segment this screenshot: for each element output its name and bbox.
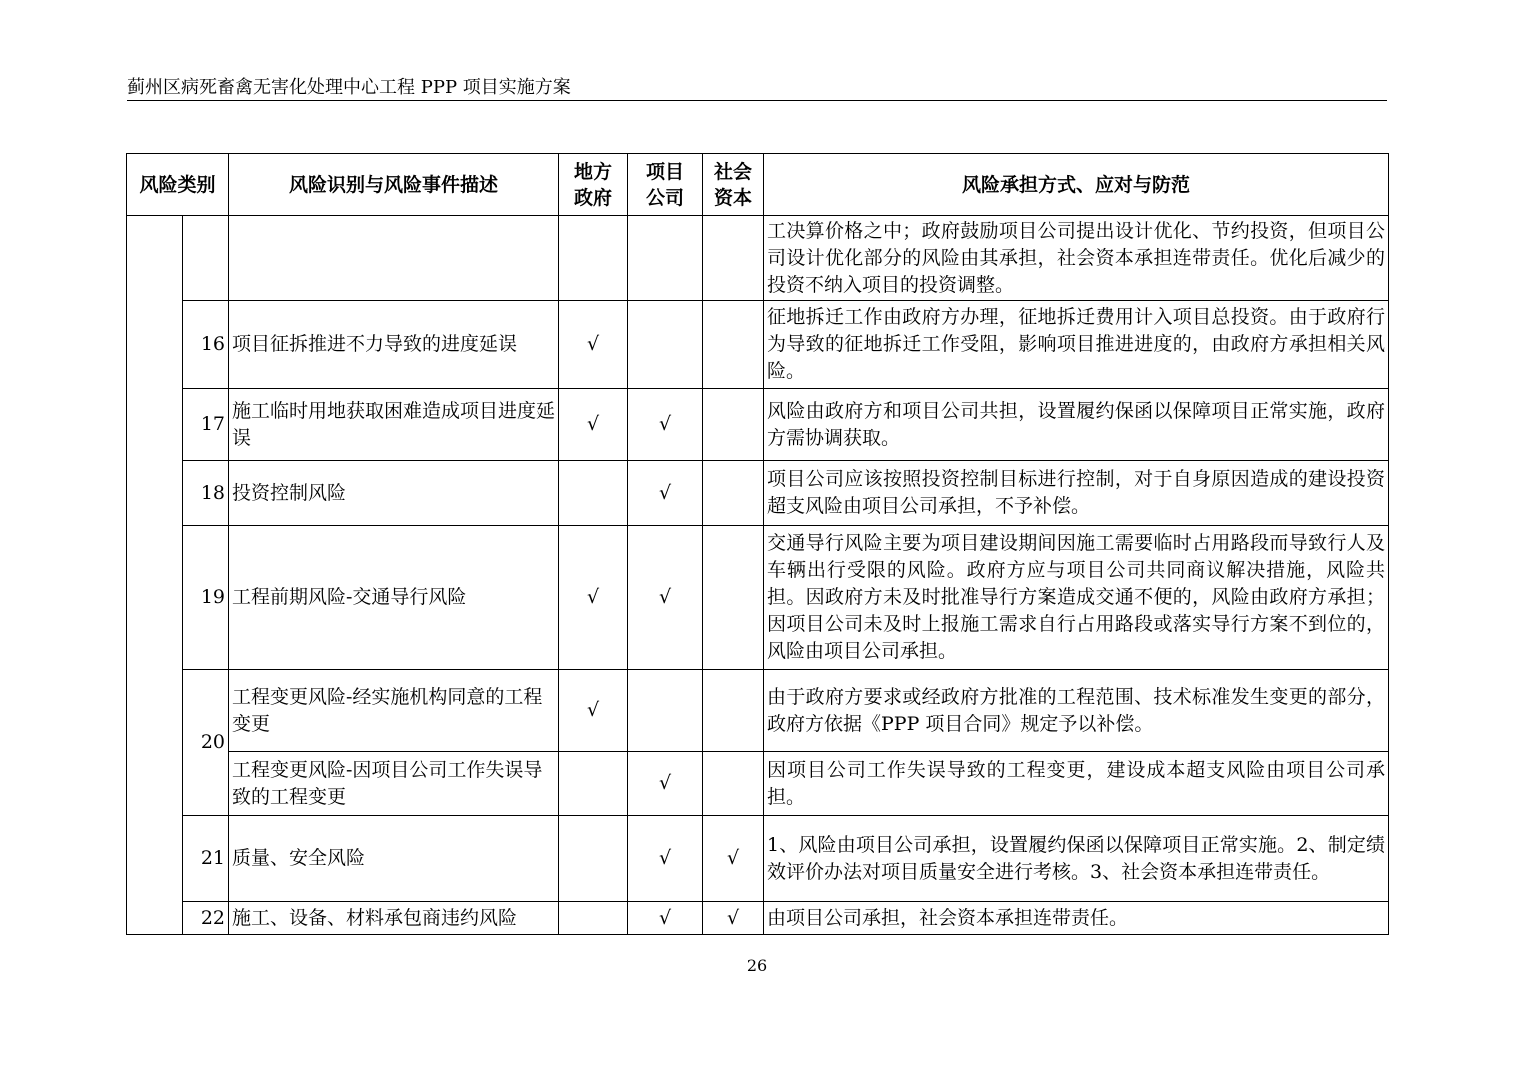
check-government: √ (559, 670, 628, 752)
row-response: 项目公司应该按照投资控制目标进行控制，对于自身原因造成的建设投资超支风险由项目公司承担，不予补偿。 (764, 461, 1389, 526)
check-government: √ (559, 526, 628, 670)
table-row (127, 301, 1389, 389)
check-company: √ (628, 389, 703, 461)
table-row (127, 389, 1389, 461)
row-description: 投资控制风险 (229, 461, 559, 526)
check-government (559, 816, 628, 902)
check-company: √ (628, 816, 703, 902)
row-number: 19 (183, 526, 229, 670)
row-number (183, 216, 229, 301)
header-company (628, 154, 703, 216)
check-company (628, 301, 703, 389)
header-rule (127, 100, 1387, 101)
check-government: √ (559, 301, 628, 389)
row-description (229, 216, 559, 301)
category-cell (127, 216, 183, 935)
row-response: 1、风险由项目公司承担，设置履约保函以保障项目正常实施。2、制定绩效评价办法对项目质量安全进行考核。3、社会资本承担连带责任。 (764, 816, 1389, 902)
check-capital (703, 670, 764, 752)
header-capital-line1: 社会 (714, 160, 753, 183)
row-number: 16 (183, 301, 229, 389)
header-government (559, 154, 628, 216)
row-description: 工程变更风险-经实施机构同意的工程变更 (229, 670, 559, 752)
row-description: 工程前期风险-交通导行风险 (229, 526, 559, 670)
header-government-line1: 地方 (574, 160, 613, 183)
row-response: 征地拆迁工作由政府方办理，征地拆迁费用计入项目总投资。由于政府行为导致的征地拆迁工作受阻，影响项目推进进度的，由政府方承担相关风险。 (764, 301, 1389, 389)
check-government (559, 216, 628, 301)
check-capital (703, 526, 764, 670)
header-category: 风险类别 (127, 154, 229, 216)
header-capital-line2: 资本 (714, 186, 753, 209)
check-company (628, 670, 703, 752)
check-capital (703, 389, 764, 461)
check-government (559, 461, 628, 526)
row-description: 施工临时用地获取困难造成项目进度延误 (229, 389, 559, 461)
table-row (127, 670, 1389, 752)
row-response: 交通导行风险主要为项目建设期间因施工需要临时占用路段而导致行人及车辆出行受限的风险。政府方应与项目公司共同商议解决措施，风险共担。因政府方未及时批准导行方案造成交通不便的，风险由政府方承担；因项目公司未及时上报施工需求自行占用路段或落实导行方案不到位的，风险由项目公司承担。 (764, 526, 1389, 670)
check-government (559, 752, 628, 816)
table-row (127, 526, 1389, 670)
row-number: 20 (183, 670, 229, 816)
table-header-row (127, 154, 1389, 216)
row-response: 工决算价格之中；政府鼓励项目公司提出设计优化、节约投资，但项目公司设计优化部分的风险由其承担，社会资本承担连带责任。优化后减少的投资不纳入项目的投资调整。 (764, 216, 1389, 301)
row-number: 21 (183, 816, 229, 902)
header-response: 风险承担方式、应对与防范 (764, 154, 1389, 216)
row-number: 17 (183, 389, 229, 461)
check-capital (703, 461, 764, 526)
check-government: √ (559, 389, 628, 461)
row-description: 工程变更风险-因项目公司工作失误导致的工程变更 (229, 752, 559, 816)
check-capital (703, 216, 764, 301)
check-capital (703, 301, 764, 389)
row-description: 施工、设备、材料承包商违约风险 (229, 902, 559, 935)
header-capital (703, 154, 764, 216)
header-company-line2: 公司 (646, 186, 685, 209)
table-row (127, 902, 1389, 935)
row-description: 项目征拆推进不力导致的进度延误 (229, 301, 559, 389)
check-capital (703, 752, 764, 816)
row-response: 因项目公司工作失误导致的工程变更，建设成本超支风险由项目公司承担。 (764, 752, 1389, 816)
check-company: √ (628, 902, 703, 935)
table-row (127, 216, 1389, 301)
header-company-line1: 项目 (646, 160, 685, 183)
header-government-line2: 政府 (574, 186, 613, 209)
check-company: √ (628, 526, 703, 670)
check-capital: √ (703, 902, 764, 935)
row-response: 风险由政府方和项目公司共担，设置履约保函以保障项目正常实施，政府方需协调获取。 (764, 389, 1389, 461)
document-header-title: 蓟州区病死畜禽无害化处理中心工程 PPP 项目实施方案 (127, 77, 571, 98)
header-description: 风险识别与风险事件描述 (229, 154, 559, 216)
row-number: 22 (183, 902, 229, 935)
page-number: 26 (746, 956, 768, 975)
row-number: 18 (183, 461, 229, 526)
risk-allocation-table (126, 153, 1389, 935)
row-response: 由于政府方要求或经政府方批准的工程范围、技术标准发生变更的部分，政府方依据《PPP 项目合同》规定予以补偿。 (764, 670, 1389, 752)
check-government (559, 902, 628, 935)
check-company: √ (628, 461, 703, 526)
check-company: √ (628, 752, 703, 816)
table-row (127, 752, 1389, 816)
row-response: 由项目公司承担，社会资本承担连带责任。 (764, 902, 1389, 935)
table-row (127, 461, 1389, 526)
check-company (628, 216, 703, 301)
table-row (127, 816, 1389, 902)
check-capital: √ (703, 816, 764, 902)
row-description: 质量、安全风险 (229, 816, 559, 902)
